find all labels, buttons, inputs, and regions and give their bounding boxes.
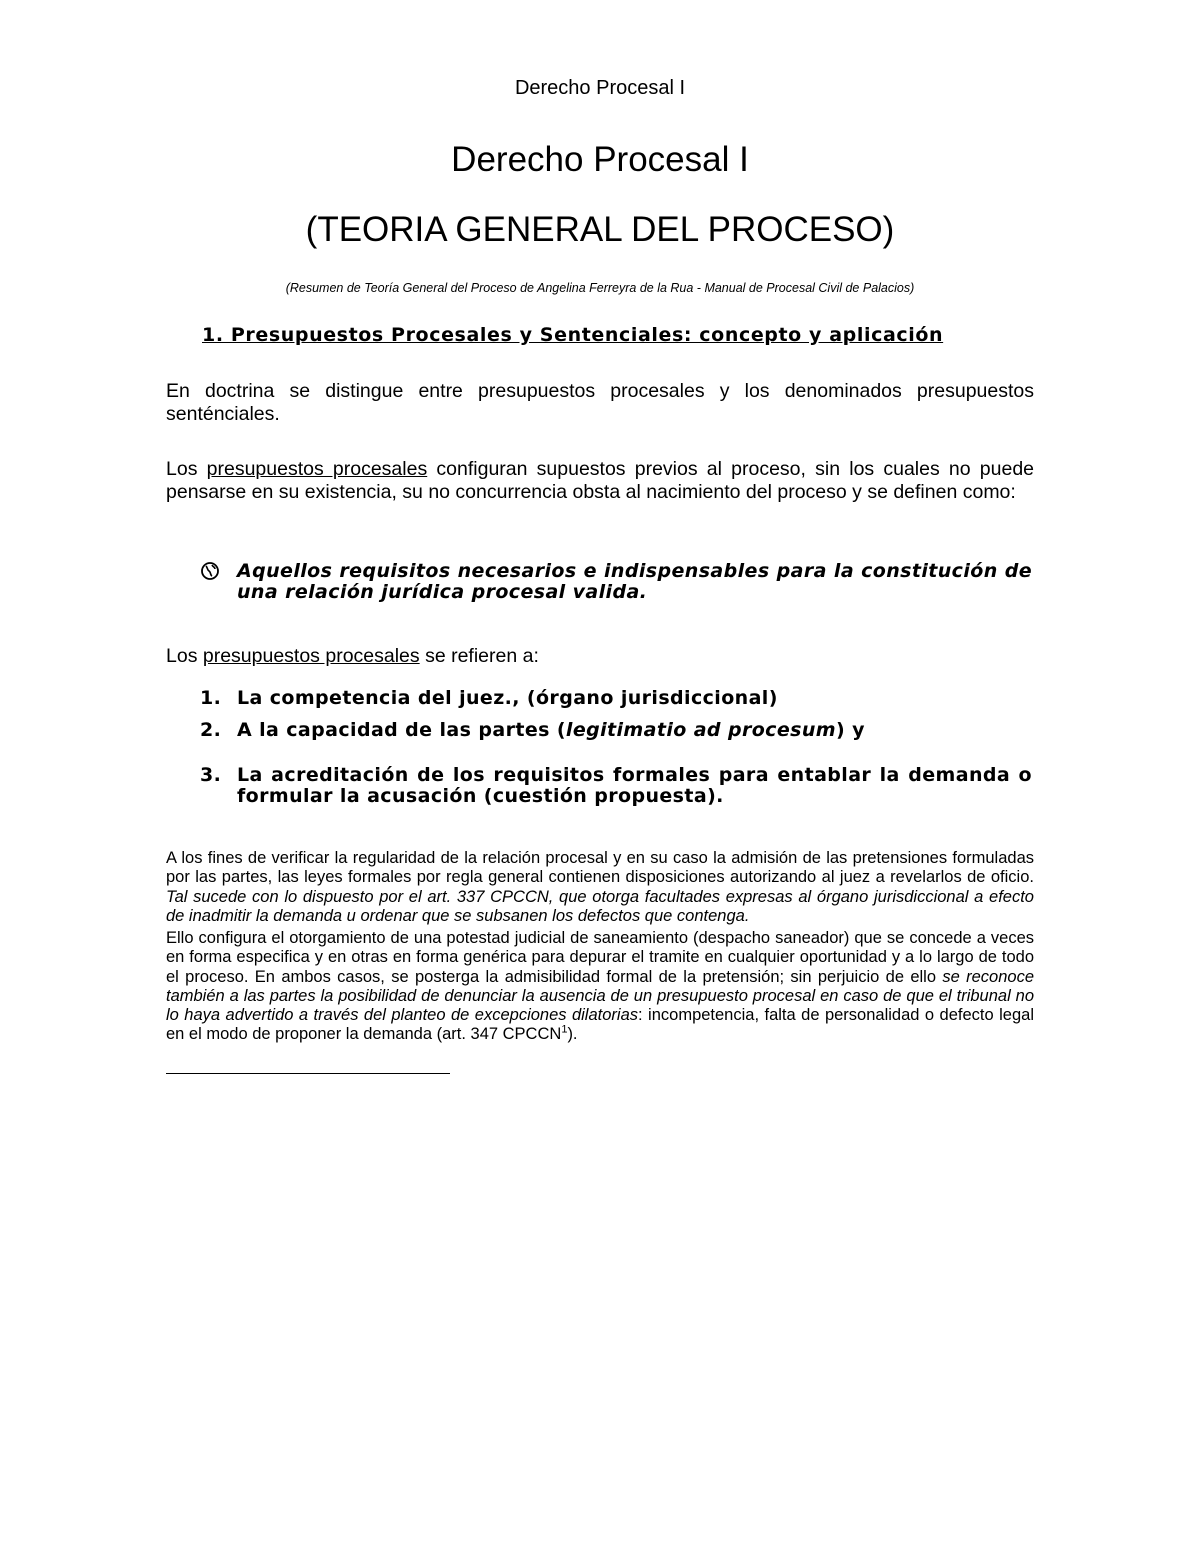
text-run: Ello configura el otorgamiento de una potestad judicial de saneamiento (despacho saneador) que se concede a veces en forma especifica y en otras en forma genérica para depurar el tramite en cualquier oportunidad y a lo largo de todo el proceso. En ambos casos, se posterga la admisibilidad formal de la pretensión; sin perjuicio de ello bbox=[166, 929, 1034, 986]
italic-run: Tal sucede con lo dispuesto por el art. 337 CPCCN, que otorga facultades expresas al órgano jurisdiccional a efecto de inadmitir la demanda u ordenar que se subsanen los defectos que contenga. bbox=[166, 887, 1034, 925]
section-heading: 1. Presupuestos Procesales y Sentenciales: concepto y aplicación bbox=[202, 324, 944, 346]
list-number: 1. bbox=[200, 687, 222, 709]
source-note: (Resumen de Teoría General del Proceso de Angelina Ferreyra de la Rua - Manual de Procesal Civil de Palacios) bbox=[285, 281, 915, 295]
list-text: La acreditación de los requisitos formales para entablar la demanda o formular la acusación (cuestión propuesta). bbox=[237, 764, 1032, 807]
text-run: configuran supuestos previos al proceso, sin los cuales no puede pensarse en su existencia, su no concurrencia obsta al nacimiento del proceso y se definen como: bbox=[166, 458, 1035, 503]
paragraph-verification bbox=[166, 849, 1034, 926]
document-subtitle: (TEORIA GENERAL DEL PROCESO) bbox=[305, 210, 895, 249]
list-text bbox=[237, 720, 1032, 741]
text-run: ) y bbox=[835, 719, 865, 741]
text-run: A los fines de verificar la regularidad de la relación procesal y en su caso la admisión de las pretensiones formuladas por las partes, las leyes formales por regla general contienen disposiciones autorizando al juez a revelarlos de oficio. bbox=[166, 849, 1034, 887]
paragraph-presupuestos-definition bbox=[166, 458, 1034, 504]
text-run: A la capacidad de las partes ( bbox=[237, 719, 566, 741]
list-number: 2. bbox=[200, 719, 222, 741]
text-run: : incompetencia, falta de personalidad o defecto legal en el modo de proponer la demanda (art. 347 CPCCN bbox=[166, 1006, 1034, 1044]
paragraph-presupuestos-refer bbox=[166, 645, 1034, 668]
document-title: Derecho Procesal I bbox=[451, 140, 749, 179]
underlined-term: presupuestos procesales bbox=[206, 458, 428, 480]
paragraph-doctrine: En doctrina se distingue entre presupuestos procesales y los denominados presupuestos senténciales. bbox=[166, 380, 1034, 425]
footnote-separator bbox=[166, 1073, 450, 1074]
text-run: Los bbox=[166, 645, 203, 667]
underlined-term: presupuestos procesales bbox=[202, 645, 420, 667]
text-run: se refieren a: bbox=[419, 645, 539, 667]
italic-run: se reconoce también a las partes la posibilidad de denunciar la ausencia de un presupuesto procesal en caso de que el tribunal no lo haya advertido a través del planteo de excepciones dilatorias bbox=[166, 967, 1034, 1025]
list-number: 3. bbox=[200, 764, 222, 786]
list-text: La competencia del juez., (órgano jurisdiccional) bbox=[237, 687, 778, 709]
latin-term: legitimatio ad procesum bbox=[565, 719, 836, 741]
definition-text: Aquellos requisitos necesarios e indispensables para la constitución de una relación jurídica procesal valida. bbox=[237, 560, 1032, 603]
paragraph-saneamiento bbox=[166, 929, 1034, 1045]
running-header: Derecho Procesal I bbox=[514, 77, 686, 99]
text-run: ). bbox=[567, 1025, 578, 1044]
globe-icon bbox=[200, 561, 220, 586]
footnote-reference[interactable]: 1 bbox=[561, 1023, 568, 1036]
text-run: Los bbox=[166, 458, 207, 480]
